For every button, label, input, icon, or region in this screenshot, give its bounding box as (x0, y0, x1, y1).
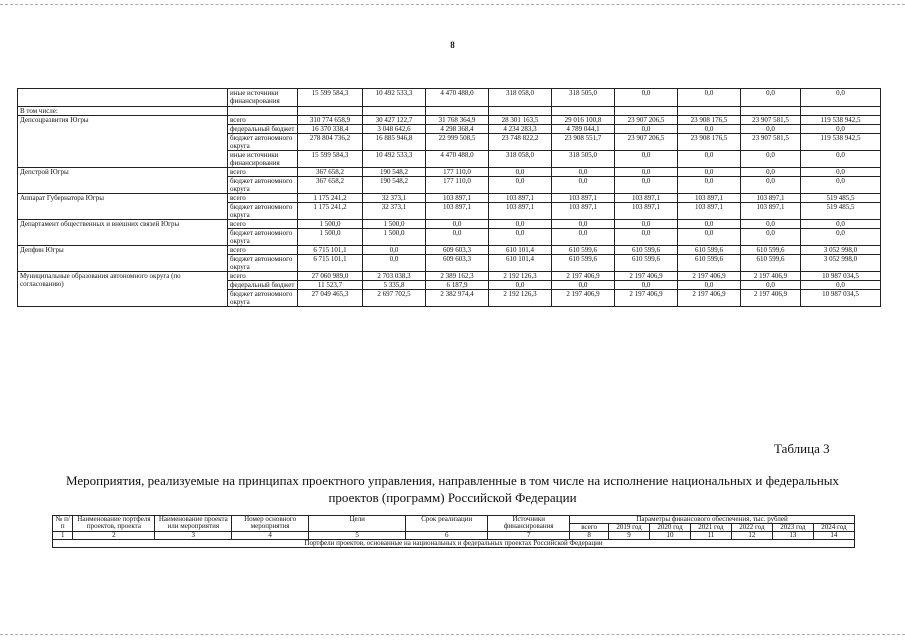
value-cell: 610 101,4 (489, 255, 552, 272)
value-cell: 0,0 (489, 168, 552, 177)
value-cell: 2 389 162,3 (426, 272, 489, 281)
org-name: Аппарат Губернатора Югры (18, 194, 228, 220)
empty-cell (228, 107, 298, 116)
table-row (18, 194, 881, 203)
value-cell: 318 505,0 (552, 151, 615, 168)
empty-cell (615, 107, 678, 116)
value-cell: 0,0 (615, 89, 678, 107)
table-row (18, 220, 881, 229)
value-cell: 0,0 (615, 229, 678, 246)
value-cell: 1 175 241,2 (298, 194, 363, 203)
table-row (18, 89, 881, 107)
table-row (18, 246, 881, 255)
value-cell: 2 703 038,3 (363, 272, 426, 281)
scan-edge-top (0, 4, 905, 6)
value-cell: 28 301 163,5 (489, 116, 552, 125)
value-cell: 0,0 (615, 151, 678, 168)
column-number: 2 (73, 532, 155, 540)
header-total: всего (570, 524, 609, 532)
source-cell: всего (228, 194, 298, 203)
source-cell: всего (228, 168, 298, 177)
value-cell: 23 748 822,2 (489, 134, 552, 151)
column-numbers-row (53, 532, 855, 540)
org-cell (18, 89, 228, 107)
value-cell: 4 789 044,1 (552, 125, 615, 134)
value-cell: 0,0 (678, 151, 741, 168)
value-cell: 2 382 974,4 (426, 290, 489, 307)
column-number: 3 (155, 532, 232, 540)
header-num: № п/п (53, 516, 73, 532)
value-cell: 4 234 283,3 (489, 125, 552, 134)
value-cell: 0,0 (801, 177, 881, 194)
header-year: 2021 год (690, 524, 731, 532)
value-cell: 0,0 (741, 281, 801, 290)
value-cell: 0,0 (615, 168, 678, 177)
value-cell: 16 370 338,4 (298, 125, 363, 134)
value-cell: 4 298 368,4 (426, 125, 489, 134)
value-cell: 2 197 406,9 (678, 272, 741, 281)
header-term: Срок реализации (406, 516, 488, 532)
value-cell: 0,0 (363, 246, 426, 255)
org-name: Муниципальные образования автономного округа (по согласованию) (18, 272, 228, 307)
empty-cell (489, 107, 552, 116)
value-cell: 190 548,2 (363, 177, 426, 194)
value-cell: 103 897,1 (615, 203, 678, 220)
value-cell: 23 907 206,5 (615, 116, 678, 125)
source-cell: бюджет автономного округа (228, 134, 298, 151)
value-cell: 10 987 034,5 (801, 272, 881, 281)
value-cell: 11 523,7 (298, 281, 363, 290)
value-cell: 0,0 (678, 168, 741, 177)
value-cell: 610 599,6 (552, 246, 615, 255)
financing-table (17, 88, 881, 307)
value-cell: 610 599,6 (678, 246, 741, 255)
column-number: 6 (406, 532, 488, 540)
value-cell: 0,0 (426, 229, 489, 246)
org-name: Департамент общественных и внешних связей Югры (18, 220, 228, 246)
value-cell: 177 110,0 (426, 177, 489, 194)
value-cell: 2 197 406,9 (678, 290, 741, 307)
source-cell: бюджет автономного округа (228, 229, 298, 246)
column-number: 7 (488, 532, 570, 540)
header-project: Наименование проекта или мероприятия (155, 516, 232, 532)
value-cell: 103 897,1 (678, 203, 741, 220)
including-label: В том числе: (18, 107, 228, 116)
value-cell: 103 897,1 (552, 203, 615, 220)
value-cell: 3 052 998,0 (801, 246, 881, 255)
value-cell: 0,0 (801, 125, 881, 134)
value-cell: 610 599,6 (615, 246, 678, 255)
value-cell: 0,0 (741, 89, 801, 107)
org-name: Депстрой Югры (18, 168, 228, 194)
header-portfolio: Наименование портфеля проектов, проекта (73, 516, 155, 532)
value-cell: 23 907 581,5 (741, 116, 801, 125)
value-cell: 23 907 581,5 (741, 134, 801, 151)
value-cell: 103 897,1 (615, 194, 678, 203)
page-number: 8 (450, 40, 455, 50)
table-row (18, 272, 881, 281)
value-cell: 0,0 (801, 168, 881, 177)
source-cell: бюджет автономного округа (228, 255, 298, 272)
value-cell: 0,0 (678, 177, 741, 194)
scan-edge-bottom (0, 634, 905, 636)
value-cell: 0,0 (801, 220, 881, 229)
value-cell: 27 060 989,0 (298, 272, 363, 281)
value-cell: 0,0 (363, 255, 426, 272)
value-cell: 609 603,3 (426, 246, 489, 255)
source-cell: всего (228, 116, 298, 125)
table-3-title: Мероприятия, реализуемые на принципах проектного управления, направленные в том числе на исполнение национальных и федеральных проектов (программ) Российской Федерации (65, 473, 840, 505)
empty-cell (298, 107, 363, 116)
value-cell: 23 908 551,7 (552, 134, 615, 151)
value-cell: 610 599,6 (741, 246, 801, 255)
value-cell: 103 897,1 (426, 203, 489, 220)
value-cell: 0,0 (801, 89, 881, 107)
value-cell: 2 197 406,9 (552, 272, 615, 281)
value-cell: 16 885 946,8 (363, 134, 426, 151)
value-cell: 15 599 584,3 (298, 89, 363, 107)
value-cell: 1 175 241,2 (298, 203, 363, 220)
header-year: 2020 год (650, 524, 691, 532)
source-cell: всего (228, 272, 298, 281)
value-cell: 23 908 176,5 (678, 134, 741, 151)
empty-cell (363, 107, 426, 116)
value-cell: 0,0 (489, 281, 552, 290)
value-cell: 119 538 942,5 (801, 134, 881, 151)
value-cell: 0,0 (552, 281, 615, 290)
value-cell: 2 197 406,9 (615, 272, 678, 281)
column-number: 11 (690, 532, 731, 540)
empty-cell (678, 107, 741, 116)
header-params: Параметры финансового обеспечения, тыс. рублей (570, 516, 855, 524)
value-cell: 10 492 533,3 (363, 151, 426, 168)
value-cell: 3 052 998,0 (801, 255, 881, 272)
empty-cell (426, 107, 489, 116)
value-cell: 23 908 176,5 (678, 116, 741, 125)
value-cell: 31 768 364,9 (426, 116, 489, 125)
value-cell: 0,0 (426, 220, 489, 229)
value-cell: 4 470 488,0 (426, 151, 489, 168)
value-cell: 318 505,0 (552, 89, 615, 107)
value-cell: 519 485,5 (801, 194, 881, 203)
source-cell: бюджет автономного округа (228, 290, 298, 307)
value-cell: 1 500,0 (298, 220, 363, 229)
value-cell: 0,0 (801, 229, 881, 246)
value-cell: 318 058,0 (489, 151, 552, 168)
column-number: 12 (731, 532, 772, 540)
value-cell: 0,0 (615, 220, 678, 229)
value-cell: 0,0 (489, 229, 552, 246)
value-cell: 610 599,6 (615, 255, 678, 272)
value-cell: 2 197 406,9 (741, 272, 801, 281)
value-cell: 0,0 (678, 229, 741, 246)
empty-cell (552, 107, 615, 116)
value-cell: 0,0 (552, 168, 615, 177)
value-cell: 10 492 533,3 (363, 89, 426, 107)
value-cell: 0,0 (489, 177, 552, 194)
value-cell: 0,0 (678, 125, 741, 134)
value-cell: 103 897,1 (489, 194, 552, 203)
source-cell: федеральный бюджет (228, 125, 298, 134)
value-cell: 0,0 (552, 229, 615, 246)
value-cell: 0,0 (741, 177, 801, 194)
portfolio-section-row: Портфели проектов, основанные на национальных и федеральных проектах Российской Федерации (53, 540, 855, 548)
value-cell: 2 197 406,9 (615, 290, 678, 307)
value-cell: 609 603,3 (426, 255, 489, 272)
source-cell: всего (228, 246, 298, 255)
value-cell: 103 897,1 (678, 194, 741, 203)
value-cell: 1 500,0 (363, 220, 426, 229)
header-sources: Источники финансирования (488, 516, 570, 532)
value-cell: 32 373,1 (363, 194, 426, 203)
source-cell: иные источники финансирования (228, 151, 298, 168)
value-cell: 10 987 034,5 (801, 290, 881, 307)
value-cell: 23 907 206,5 (615, 134, 678, 151)
value-cell: 6 187,9 (426, 281, 489, 290)
value-cell: 2 197 406,9 (552, 290, 615, 307)
value-cell: 610 599,6 (678, 255, 741, 272)
value-cell: 0,0 (489, 220, 552, 229)
value-cell: 6 715 101,1 (298, 255, 363, 272)
value-cell: 27 049 465,3 (298, 290, 363, 307)
value-cell: 0,0 (741, 125, 801, 134)
value-cell: 610 101,4 (489, 246, 552, 255)
value-cell: 22 999 508,5 (426, 134, 489, 151)
header-basic-measure: Номер основного мероприятия (232, 516, 309, 532)
table-row (18, 168, 881, 177)
header-year: 2024 год (813, 524, 854, 532)
value-cell: 0,0 (678, 281, 741, 290)
value-cell: 2 697 702,5 (363, 290, 426, 307)
value-cell: 103 897,1 (741, 194, 801, 203)
value-cell: 32 373,1 (363, 203, 426, 220)
header-year: 2019 год (609, 524, 650, 532)
value-cell: 278 804 736,2 (298, 134, 363, 151)
value-cell: 4 470 488,0 (426, 89, 489, 107)
value-cell: 610 599,6 (552, 255, 615, 272)
including-row (18, 107, 881, 116)
header-year: 2023 год (772, 524, 813, 532)
source-cell: бюджет автономного округа (228, 203, 298, 220)
empty-cell (801, 107, 881, 116)
value-cell: 1 500,0 (363, 229, 426, 246)
value-cell: 1 500,0 (298, 229, 363, 246)
column-number: 9 (609, 532, 650, 540)
value-cell: 318 058,0 (489, 89, 552, 107)
table-row (18, 116, 881, 125)
value-cell: 0,0 (552, 177, 615, 194)
value-cell: 0,0 (678, 89, 741, 107)
value-cell: 119 538 942,5 (801, 116, 881, 125)
value-cell: 0,0 (741, 151, 801, 168)
value-cell: 0,0 (615, 125, 678, 134)
column-number: 10 (650, 532, 691, 540)
column-number: 8 (570, 532, 609, 540)
value-cell: 177 110,0 (426, 168, 489, 177)
value-cell: 3 048 642,6 (363, 125, 426, 134)
value-cell: 15 599 584,3 (298, 151, 363, 168)
value-cell: 103 897,1 (741, 203, 801, 220)
value-cell: 0,0 (741, 168, 801, 177)
header-year: 2022 год (731, 524, 772, 532)
value-cell: 103 897,1 (552, 194, 615, 203)
value-cell: 367 658,2 (298, 168, 363, 177)
source-cell: бюджет автономного округа (228, 177, 298, 194)
value-cell: 2 192 126,3 (489, 272, 552, 281)
column-number: 1 (53, 532, 73, 540)
column-number: 5 (309, 532, 406, 540)
source-cell: федеральный бюджет (228, 281, 298, 290)
org-name: Депфин Югры (18, 246, 228, 272)
value-cell: 190 548,2 (363, 168, 426, 177)
value-cell: 610 599,6 (741, 255, 801, 272)
value-cell: 0,0 (801, 281, 881, 290)
value-cell: 103 897,1 (489, 203, 552, 220)
value-cell: 0,0 (552, 220, 615, 229)
source-cell: иные источники финансирования (228, 89, 298, 107)
value-cell: 0,0 (741, 229, 801, 246)
header-goals: Цели (309, 516, 406, 532)
value-cell: 29 016 100,8 (552, 116, 615, 125)
org-name: Депсоцразвития Югры (18, 116, 228, 168)
value-cell: 2 192 126,3 (489, 290, 552, 307)
value-cell: 0,0 (741, 220, 801, 229)
value-cell: 103 897,1 (426, 194, 489, 203)
value-cell: 6 715 101,1 (298, 246, 363, 255)
empty-cell (741, 107, 801, 116)
value-cell: 367 658,2 (298, 177, 363, 194)
value-cell: 0,0 (615, 177, 678, 194)
value-cell: 310 774 658,9 (298, 116, 363, 125)
column-number: 4 (232, 532, 309, 540)
value-cell: 30 427 122,7 (363, 116, 426, 125)
value-cell: 0,0 (801, 151, 881, 168)
value-cell: 5 335,8 (363, 281, 426, 290)
value-cell: 2 197 406,9 (741, 290, 801, 307)
column-number: 14 (813, 532, 854, 540)
table-3-caption: Таблица 3 (774, 441, 830, 456)
value-cell: 0,0 (678, 220, 741, 229)
source-cell: всего (228, 220, 298, 229)
project-measures-table (52, 515, 855, 548)
column-number: 13 (772, 532, 813, 540)
value-cell: 0,0 (615, 281, 678, 290)
value-cell: 519 485,5 (801, 203, 881, 220)
